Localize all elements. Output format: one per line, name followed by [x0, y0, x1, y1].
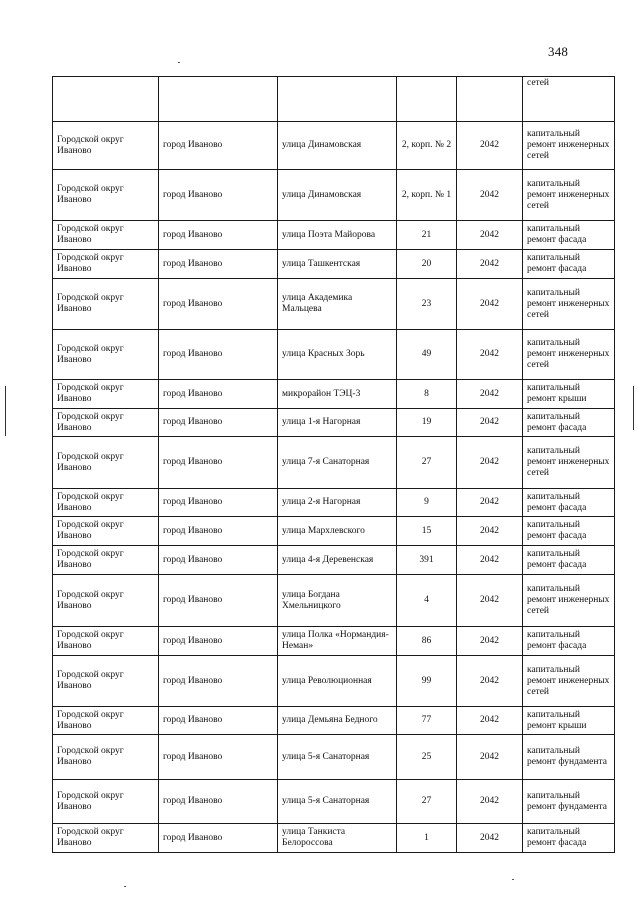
cell-year: 2042 — [457, 170, 523, 221]
cell-street: улица 7-я Санаторная — [278, 437, 397, 489]
cell-year: 2042 — [457, 627, 523, 656]
cell-year — [457, 77, 523, 122]
table-row — [53, 546, 615, 575]
cell-house: 27 — [397, 437, 457, 489]
cell-district: Городской округ Иваново — [53, 707, 159, 735]
cell-work: капитальный ремонт фундамента — [523, 780, 615, 824]
cell-street: микрорайон ТЭЦ-3 — [278, 380, 397, 409]
cell-city: город Иваново — [159, 279, 278, 330]
cell-district: Городской округ Иваново — [53, 437, 159, 489]
cell-house: 23 — [397, 279, 457, 330]
cell-district: Городской округ Иваново — [53, 780, 159, 824]
cell-city — [159, 77, 278, 122]
cell-work: капитальный ремонт инженерных сетей — [523, 170, 615, 221]
cell-work: капитальный ремонт фасада — [523, 627, 615, 656]
cell-street: улица Динамовская — [278, 122, 397, 170]
cell-work: капитальный ремонт фасада — [523, 489, 615, 517]
cell-work: капитальный ремонт крыши — [523, 380, 615, 409]
table-row — [53, 656, 615, 707]
cell-street: улица Богдана Хмельницкого — [278, 575, 397, 627]
cell-house: 4 — [397, 575, 457, 627]
cell-year: 2042 — [457, 122, 523, 170]
table-row — [53, 122, 615, 170]
cell-year: 2042 — [457, 380, 523, 409]
table-row — [53, 380, 615, 409]
cell-house: 9 — [397, 489, 457, 517]
cell-work: капитальный ремонт фасада — [523, 824, 615, 853]
cell-district: Городской округ Иваново — [53, 380, 159, 409]
cell-year: 2042 — [457, 437, 523, 489]
cell-house: 20 — [397, 250, 457, 279]
cell-street: улица Демьяна Бедного — [278, 707, 397, 735]
cell-year: 2042 — [457, 735, 523, 780]
cell-work: капитальный ремонт инженерных сетей — [523, 575, 615, 627]
cell-house: 25 — [397, 735, 457, 780]
cell-district: Городской округ Иваново — [53, 517, 159, 546]
cell-city: город Иваново — [159, 627, 278, 656]
cell-city: город Иваново — [159, 824, 278, 853]
cell-year: 2042 — [457, 221, 523, 250]
table-row — [53, 221, 615, 250]
cell-street: улица 2-я Нагорная — [278, 489, 397, 517]
cell-house: 21 — [397, 221, 457, 250]
cell-house: 8 — [397, 380, 457, 409]
scan-speck — [124, 886, 126, 887]
cell-work: капитальный ремонт фасада — [523, 221, 615, 250]
cell-district: Городской округ Иваново — [53, 656, 159, 707]
cell-street: улица Поэта Майорова — [278, 221, 397, 250]
cell-year: 2042 — [457, 780, 523, 824]
cell-city: город Иваново — [159, 330, 278, 380]
scan-margin-mark-left — [5, 386, 6, 436]
cell-street: улица 1-я Нагорная — [278, 409, 397, 437]
cell-year: 2042 — [457, 517, 523, 546]
cell-city: город Иваново — [159, 380, 278, 409]
cell-city: город Иваново — [159, 517, 278, 546]
cell-city: город Иваново — [159, 170, 278, 221]
cell-house: 1 — [397, 824, 457, 853]
cell-house: 77 — [397, 707, 457, 735]
table-row — [53, 279, 615, 330]
table-row — [53, 77, 615, 122]
table-body — [53, 77, 615, 853]
cell-street: улица Динамовская — [278, 170, 397, 221]
table-row — [53, 170, 615, 221]
cell-district: Городской округ Иваново — [53, 575, 159, 627]
cell-work: капитальный ремонт инженерных сетей — [523, 279, 615, 330]
cell-year: 2042 — [457, 707, 523, 735]
cell-work: капитальный ремонт крыши — [523, 707, 615, 735]
cell-work: капитальный ремонт фасада — [523, 517, 615, 546]
cell-district: Городской округ Иваново — [53, 735, 159, 780]
cell-city: город Иваново — [159, 656, 278, 707]
table-row — [53, 489, 615, 517]
table-row — [53, 575, 615, 627]
table-row — [53, 437, 615, 489]
cell-work: капитальный ремонт фасада — [523, 409, 615, 437]
cell-city: город Иваново — [159, 489, 278, 517]
cell-work: капитальный ремонт инженерных сетей — [523, 437, 615, 489]
cell-house: 2, корп. № 2 — [397, 122, 457, 170]
cell-district: Городской округ Иваново — [53, 122, 159, 170]
cell-district: Городской округ Иваново — [53, 279, 159, 330]
cell-work: сетей — [523, 77, 615, 122]
cell-city: город Иваново — [159, 546, 278, 575]
cell-house: 86 — [397, 627, 457, 656]
cell-street — [278, 77, 397, 122]
cell-district: Городской округ Иваново — [53, 250, 159, 279]
cell-district: Городской округ Иваново — [53, 627, 159, 656]
cell-house: 99 — [397, 656, 457, 707]
cell-house: 391 — [397, 546, 457, 575]
cell-work: капитальный ремонт инженерных сетей — [523, 122, 615, 170]
cell-district: Городской округ Иваново — [53, 546, 159, 575]
table-row — [53, 517, 615, 546]
cell-city: город Иваново — [159, 221, 278, 250]
table-row — [53, 627, 615, 656]
cell-district: Городской округ Иваново — [53, 489, 159, 517]
cell-house: 49 — [397, 330, 457, 380]
cell-city: город Иваново — [159, 437, 278, 489]
cell-year: 2042 — [457, 489, 523, 517]
cell-district: Городской округ Иваново — [53, 409, 159, 437]
cell-year: 2042 — [457, 824, 523, 853]
cell-year: 2042 — [457, 575, 523, 627]
cell-city: город Иваново — [159, 409, 278, 437]
cell-street: улица 5-я Санаторная — [278, 780, 397, 824]
cell-year: 2042 — [457, 656, 523, 707]
scan-speck — [178, 62, 180, 63]
cell-street: улица Революционная — [278, 656, 397, 707]
table-row — [53, 780, 615, 824]
cell-house: 15 — [397, 517, 457, 546]
table-row — [53, 330, 615, 380]
cell-street: улица 4-я Деревенская — [278, 546, 397, 575]
cell-street: улица Академика Мальцева — [278, 279, 397, 330]
cell-city: город Иваново — [159, 780, 278, 824]
cell-district: Городской округ Иваново — [53, 330, 159, 380]
cell-year: 2042 — [457, 330, 523, 380]
table-row — [53, 409, 615, 437]
table-row — [53, 735, 615, 780]
cell-city: город Иваново — [159, 735, 278, 780]
cell-street: улица Танкиста Белороссова — [278, 824, 397, 853]
cell-street: улица 5-я Санаторная — [278, 735, 397, 780]
cell-city: город Иваново — [159, 122, 278, 170]
cell-work: капитальный ремонт фасада — [523, 546, 615, 575]
cell-street: улица Красных Зорь — [278, 330, 397, 380]
cell-year: 2042 — [457, 279, 523, 330]
cell-house: 27 — [397, 780, 457, 824]
cell-district — [53, 77, 159, 122]
cell-work: капитальный ремонт инженерных сетей — [523, 330, 615, 380]
table-row — [53, 707, 615, 735]
cell-district: Городской округ Иваново — [53, 824, 159, 853]
cell-city: город Иваново — [159, 575, 278, 627]
cell-work: капитальный ремонт инженерных сетей — [523, 656, 615, 707]
scan-speck — [512, 879, 514, 880]
cell-year: 2042 — [457, 546, 523, 575]
cell-house: 19 — [397, 409, 457, 437]
cell-work: капитальный ремонт фундамента — [523, 735, 615, 780]
scan-margin-mark-right — [633, 386, 634, 430]
table-row — [53, 824, 615, 853]
cell-work: капитальный ремонт фасада — [523, 250, 615, 279]
cell-year: 2042 — [457, 250, 523, 279]
cell-house: 2, корп. № 1 — [397, 170, 457, 221]
cell-street: улица Мархлевского — [278, 517, 397, 546]
cell-city: город Иваново — [159, 707, 278, 735]
cell-district: Городской округ Иваново — [53, 221, 159, 250]
cell-house — [397, 77, 457, 122]
page-number: 348 — [548, 44, 569, 59]
cell-district: Городской округ Иваново — [53, 170, 159, 221]
cell-street: улица Полка «Нормандия-Неман» — [278, 627, 397, 656]
cell-city: город Иваново — [159, 250, 278, 279]
cell-year: 2042 — [457, 409, 523, 437]
table-row — [53, 250, 615, 279]
repair-schedule-table — [52, 76, 615, 853]
cell-street: улица Ташкентская — [278, 250, 397, 279]
